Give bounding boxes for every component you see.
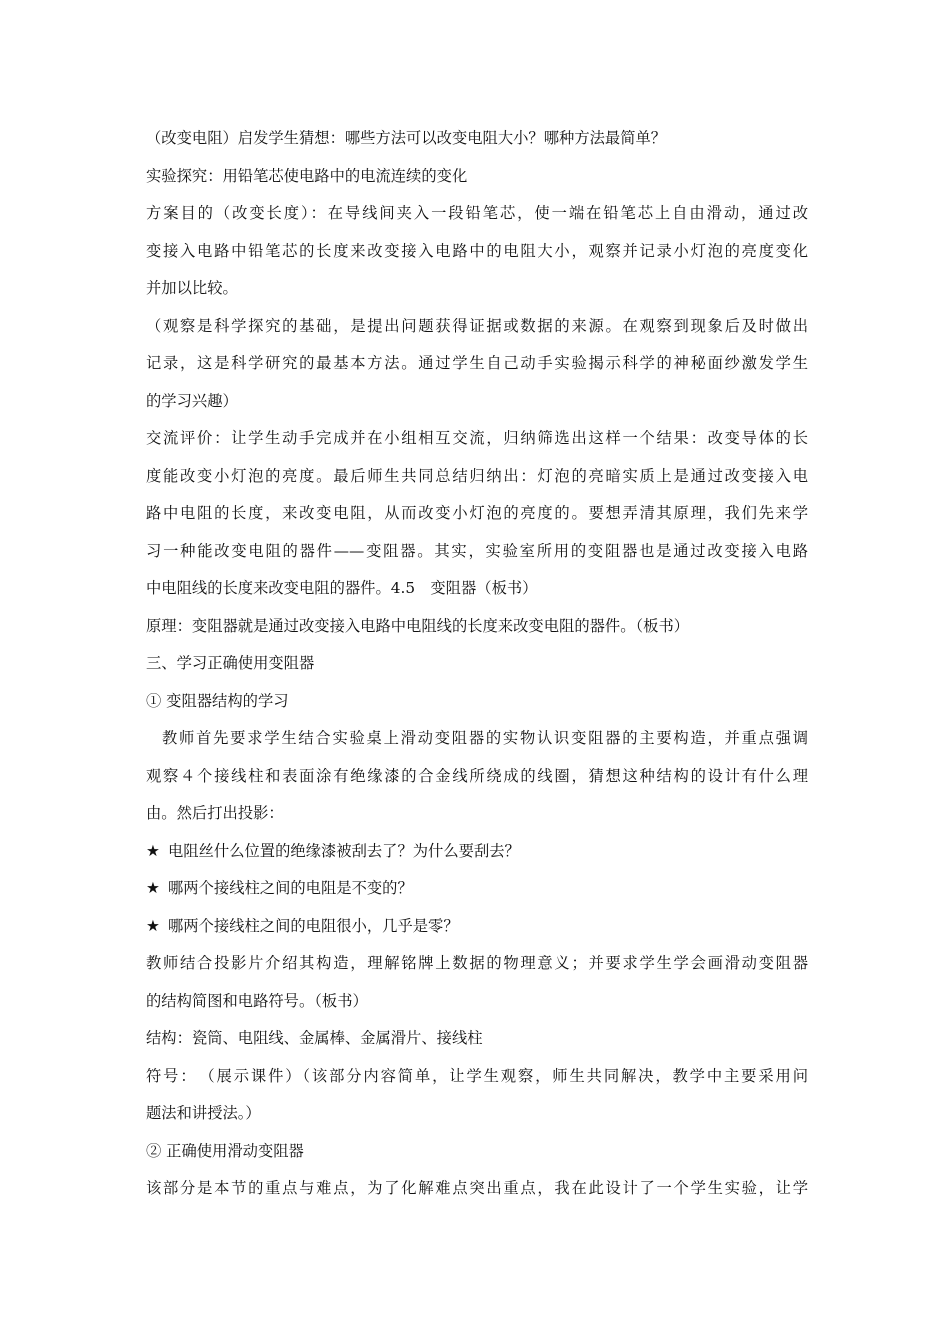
star-bullet-icon: ★ <box>146 879 160 897</box>
subsection-heading: ② 正确使用滑动变阻器 <box>146 1141 304 1160</box>
paragraph-line: 交流评价：让学生动手完成并在小组相互交流，归纳筛选出这样一个结果：改变导体的长 <box>146 429 808 447</box>
paragraph-line: 教师结合投影片介绍其构造，理解铭牌上数据的物理意义；并要求学生学会画滑动变阻器 <box>146 954 808 972</box>
paragraph-line: 原理：变阻器就是通过改变接入电路中电阻线的长度来改变电阻的器件。（板书） <box>146 616 690 635</box>
paragraph-line: 记录，这是科学研究的最基本方法。通过学生自己动手实验揭示科学的神秘面纱激发学生 <box>146 354 808 372</box>
paragraph-line: 实验探究：用铅笔芯使电路中的电流连续的变化 <box>146 166 468 185</box>
paragraph-line: 变接入电路中铅笔芯的长度来改变接入电路中的电阻大小，观察并记录小灯泡的亮度变化 <box>146 241 808 260</box>
paragraph-line: 结构：瓷筒、电阻线、金属棒、金属滑片、接线柱 <box>146 1029 483 1047</box>
paragraph-line: 方案目的（改变长度）：在导线间夹入一段铅笔芯，使一端在铅笔芯上自由滑动，通过改 <box>146 204 808 222</box>
document-body <box>146 120 808 1208</box>
bullet-text: 哪两个接线柱之间的电阻是不变的？ <box>168 879 413 897</box>
paragraph-line: 由。然后打出投影： <box>146 804 284 822</box>
bullet-item <box>146 908 808 946</box>
paragraph-line: 路中电阻的长度，来改变电阻，从而改变小灯泡的亮度的。要想弄清其原理，我们先来学 <box>146 504 808 522</box>
paragraph-line: 观察４个接线柱和表面涂有绝缘漆的合金线所绕成的线圈，猜想这种结构的设计有什么理 <box>146 766 808 785</box>
paragraph-line: 的学习兴趣） <box>146 391 238 410</box>
subsection-heading: ① 变阻器结构的学习 <box>146 691 289 710</box>
bullet-text: 电阻丝什么位置的绝缘漆被刮去了？为什么要刮去？ <box>168 841 520 860</box>
section-heading: 三、学习正确使用变阻器 <box>146 654 315 672</box>
bullet-item <box>146 870 808 908</box>
paragraph-line: 该部分是本节的重点与难点，为了化解难点突出重点，我在此设计了一个学生实验，让学 <box>146 1179 808 1197</box>
paragraph-line: 并加以比较。 <box>146 279 238 297</box>
paragraph-line: 题法和讲授法。） <box>146 1104 261 1122</box>
paragraph-line: 习一种能改变电阻的器件——变阻器。其实，实验室所用的变阻器也是通过改变接入电路 <box>146 541 808 560</box>
star-bullet-icon: ★ <box>146 841 160 860</box>
paragraph-line: 度能改变小灯泡的亮度。最后师生共同总结归纳出：灯泡的亮暗实质上是通过改变接入电 <box>146 466 808 485</box>
paragraph-line: 中电阻线的长度来改变电阻的器件。4.5 变阻器（板书） <box>146 579 538 597</box>
paragraph-line: （改变电阻）启发学生猜想：哪些方法可以改变电阻大小？哪种方法最简单？ <box>146 129 667 147</box>
bullet-text: 哪两个接线柱之间的电阻很小，几乎是零？ <box>168 916 459 935</box>
paragraph-line: 教师首先要求学生结合实验桌上滑动变阻器的实物认识变阻器的主要构造，并重点强调 <box>162 729 808 747</box>
paragraph-line: 符号： （展示课件）（该部分内容简单，让学生观察，师生共同解决，教学中主要采用问 <box>146 1066 808 1085</box>
paragraph-line: 的结构简图和电路符号。（板书） <box>146 991 368 1010</box>
paragraph-line: （观察是科学探究的基础，是提出问题获得证据或数据的来源。在观察到现象后及时做出 <box>146 316 808 335</box>
bullet-item <box>146 833 808 871</box>
star-bullet-icon: ★ <box>146 916 160 935</box>
